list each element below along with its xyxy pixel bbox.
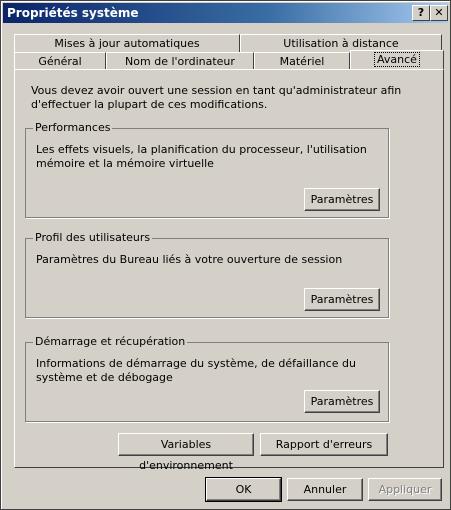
tab-avance[interactable]: Avancé [350, 50, 444, 70]
group-label-performances: Performances [35, 121, 111, 134]
group-performances [25, 121, 389, 218]
apply-button[interactable]: Appliquer [368, 478, 442, 501]
performances-settings-button[interactable]: Paramètres [304, 188, 380, 211]
tab-utilisation-distance[interactable]: Utilisation à distance [240, 34, 442, 52]
tab-general[interactable]: Général [14, 52, 106, 70]
cancel-button[interactable]: Annuler [287, 478, 363, 501]
group-label-demarrage: Démarrage et récupération [35, 335, 186, 348]
tab-mises-a-jour[interactable]: Mises à jour automatiques [14, 34, 240, 52]
environment-variables-button[interactable]: Variables d'environnement [118, 433, 254, 456]
title-bar[interactable] [3, 3, 448, 23]
close-icon: ✕ [434, 6, 444, 19]
tab-nom-ordinateur[interactable]: Nom de l'ordinateur [106, 52, 254, 70]
help-button[interactable]: ? [412, 5, 430, 21]
group-description-demarrage: Informations de démarrage du système, de défaillance du système et de débogage [36, 357, 356, 384]
group-description-profil: Paramètres du Bureau liés à votre ouverture de session [36, 253, 343, 266]
demarrage-settings-button[interactable]: Paramètres [304, 390, 380, 413]
close-button[interactable] [430, 5, 448, 21]
admin-notice: Vous devez avoir ouvert une session en tant qu'administrateur afin d'effectuer la plupart de ces modifications. [31, 84, 402, 111]
error-report-button[interactable]: Rapport d'erreurs [260, 433, 388, 456]
window-title: Propriétés système [7, 6, 139, 20]
group-label-profil: Profil des utilisateurs [35, 231, 151, 244]
group-demarrage-recuperation [25, 335, 389, 422]
tab-materiel[interactable]: Matériel [254, 52, 350, 70]
group-description-performances: Les effets visuels, la planification du processeur, l'utilisation mémoire et la mémoire virtuelle [36, 143, 367, 170]
ok-button[interactable]: OK [206, 478, 281, 501]
group-profil-utilisateurs [25, 231, 389, 318]
profil-settings-button[interactable]: Paramètres [304, 288, 380, 311]
